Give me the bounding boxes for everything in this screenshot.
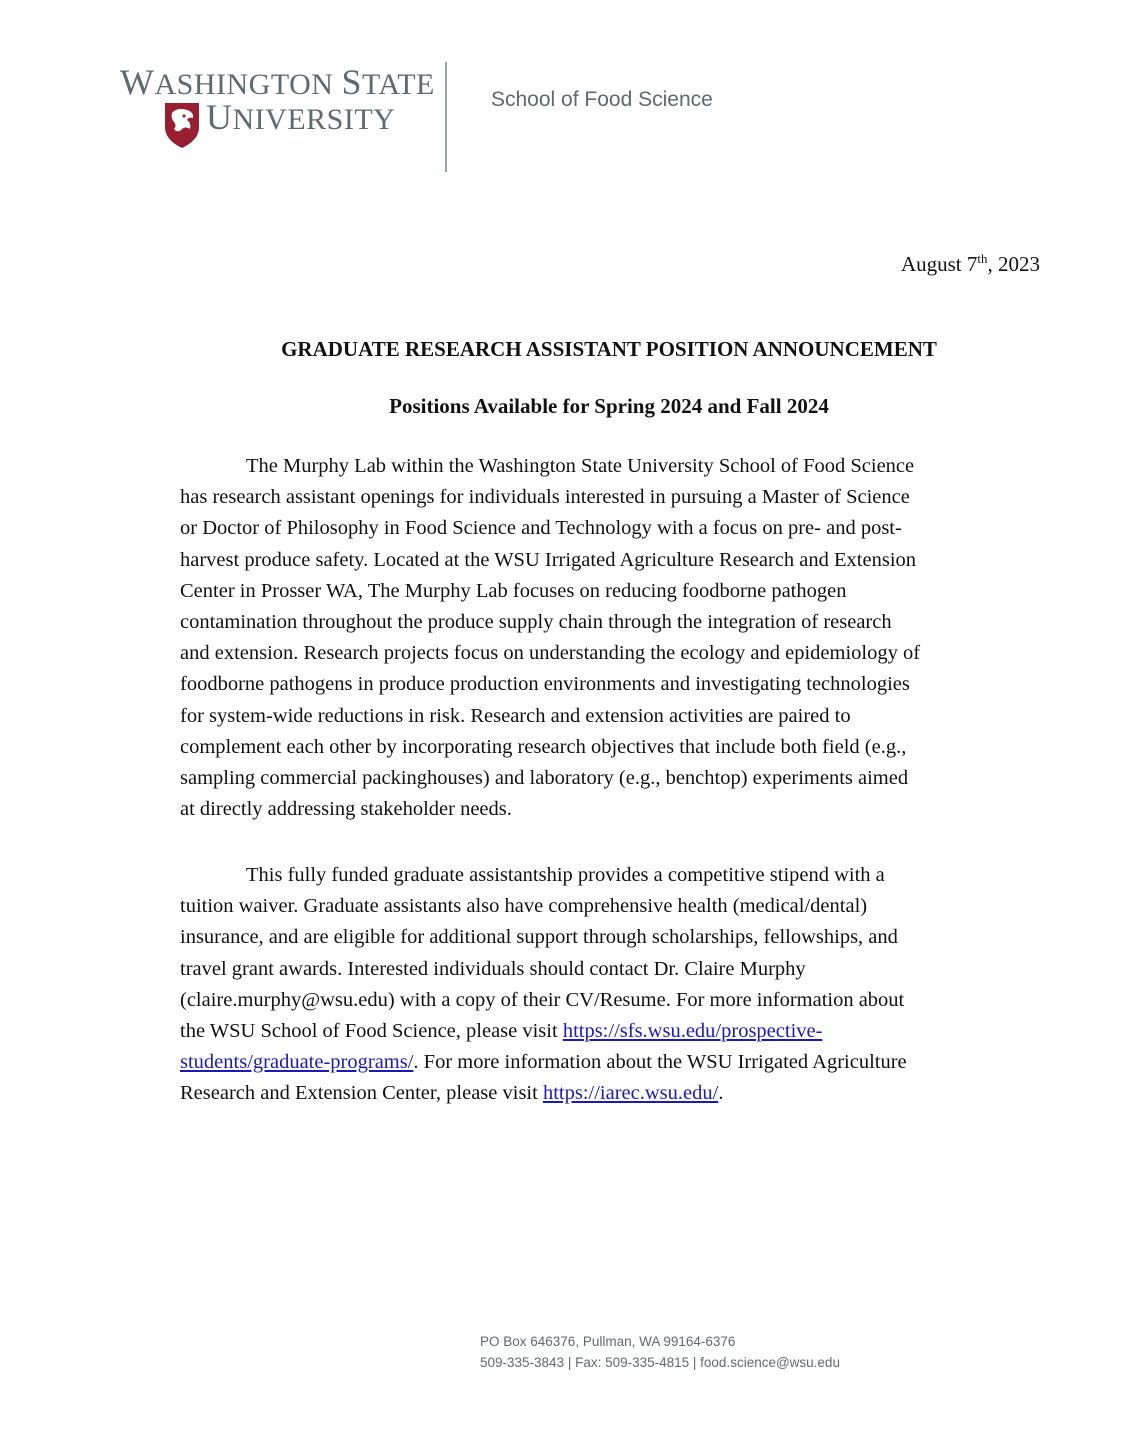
text-line: Center in Prosser WA, The Murphy Lab focuses on reducing foodborne pathogen xyxy=(180,579,847,602)
date-year: , 2023 xyxy=(987,252,1040,276)
text-line: foodborne pathogens in produce production environments and investigating technologies xyxy=(180,673,910,696)
sfs-graduate-programs-link-part1[interactable]: https://sfs.wsu.edu/prospective- xyxy=(562,1020,823,1043)
announcement-title: GRADUATE RESEARCH ASSISTANT POSITION ANNOUNCEMENT xyxy=(281,337,937,361)
footer-address: PO Box 646376, Pullman, WA 99164-6376 xyxy=(480,1334,736,1349)
university-name-line2: UNIVERSITY xyxy=(206,97,396,137)
footer-phone-email: 509-335-3843 | Fax: 509-335-4815 | food.science@wsu.edu xyxy=(480,1355,840,1370)
sfs-graduate-programs-link-part2[interactable]: students/graduate-programs/ xyxy=(180,1051,414,1074)
text-line xyxy=(180,1016,1050,1047)
text-line: This fully funded graduate assistantship provides a competitive stipend with a xyxy=(246,864,885,886)
text-line: or Doctor of Philosophy in Food Science and Technology with a focus on pre- and post- xyxy=(180,517,902,540)
cougar-head-shield-icon xyxy=(163,101,201,149)
paragraph-lab-description xyxy=(180,451,1050,825)
text-segment: Research and Extension Center, please visit xyxy=(180,1082,543,1105)
text-line xyxy=(180,1047,1050,1078)
letter-date xyxy=(901,251,1040,277)
text-line: The Murphy Lab within the Washington State University School of Food Science xyxy=(246,455,915,477)
announcement-subtitle: Positions Available for Spring 2024 and Fall 2024 xyxy=(389,394,829,418)
footer-contact xyxy=(480,1331,840,1373)
text-line: (claire.murphy@wsu.edu) with a copy of their CV/Resume. For more information about xyxy=(180,988,905,1011)
text-segment: the WSU School of Food Science, please visit xyxy=(180,1020,563,1043)
text-line: complement each other by incorporating research objectives that include both field (e.g., xyxy=(180,735,907,758)
text-line: for system-wide reductions in risk. Research and extension activities are paired to xyxy=(180,704,851,727)
letterhead xyxy=(0,0,1125,180)
text-line: harvest produce safety. Located at the WSU Irrigated Agriculture Research and Extension xyxy=(180,548,917,571)
text-line: at directly addressing stakeholder needs. xyxy=(180,798,512,821)
date-suffix: th xyxy=(977,251,988,266)
text-line: and extension. Research projects focus on understanding the ecology and epidemiology of xyxy=(180,642,921,665)
letterhead-divider xyxy=(445,62,447,172)
text-line xyxy=(180,1078,1050,1109)
text-line: has research assistant openings for individuals interested in pursuing a Master of Science xyxy=(180,486,910,509)
text-line: insurance, and are eligible for additional support through scholarships, fellowships, and xyxy=(180,926,898,949)
text-line: tuition waiver. Graduate assistants also have comprehensive health (medical/dental) xyxy=(180,895,868,918)
school-name: School of Food Science xyxy=(491,88,713,111)
text-line: contamination throughout the produce supply chain through the integration of research xyxy=(180,611,892,634)
text-segment: . For more information about the WSU Irrigated Agriculture xyxy=(413,1051,907,1074)
university-name-line1: WASHINGTON STATE xyxy=(120,62,435,102)
date-month-day: August 7 xyxy=(900,252,978,276)
text-line: travel grant awards. Interested individuals should contact Dr. Claire Murphy xyxy=(180,957,806,980)
text-line: sampling commercial packinghouses) and laboratory (e.g., benchtop) experiments aimed xyxy=(180,767,909,790)
text-segment: . xyxy=(718,1082,724,1105)
iarec-link[interactable]: https://iarec.wsu.edu/ xyxy=(542,1082,719,1105)
paragraph-assistantship-details xyxy=(180,860,1050,1110)
